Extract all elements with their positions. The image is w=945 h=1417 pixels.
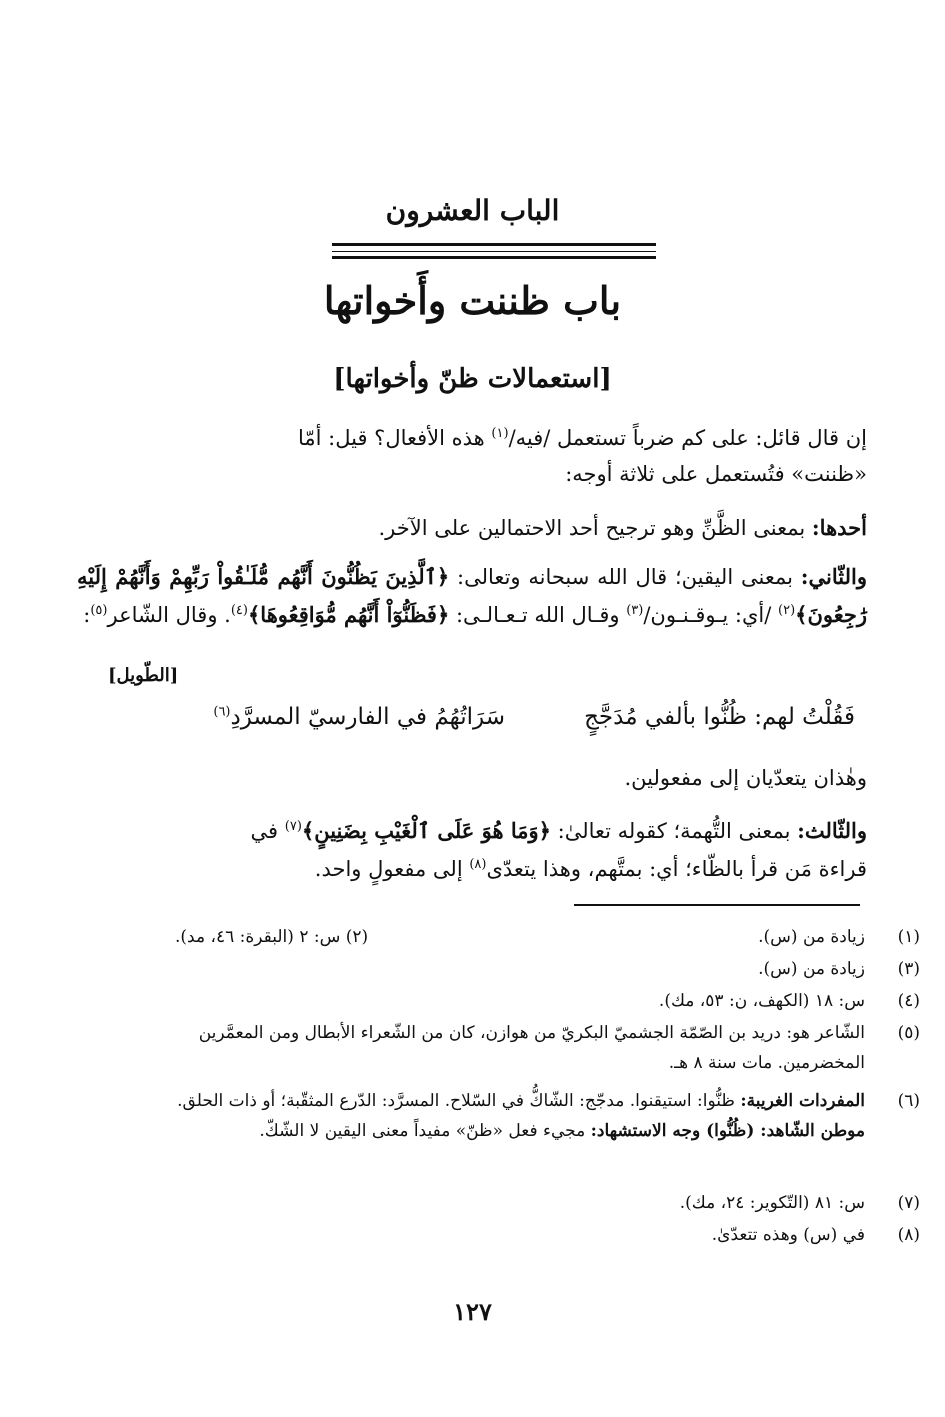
intro-paragraph (77, 420, 867, 492)
section-heading: [استعمالات ظنّ وأخواتها] (333, 364, 612, 394)
after-verse-text: وهٰذان يتعدّيان إلى مفعولين. (624, 766, 867, 790)
footnote-5: (٥) الشّاعر هو: دريد بن الصّمّة الجشميّ البكريّ من هوازن، كان من الشّعراء الأبطال ومن المعمَّرين المخضرمين. مات سنة ٨ هـ. (198, 1023, 920, 1073)
footnote-1: (١) زيادة من (س). (٢) س: ٢ (البقرة: ٤٦، مد). (135, 922, 865, 952)
footnote-2: (٢) س: ٢ (البقرة: ٤٦، مد). (175, 927, 369, 947)
footnote-ref-6: (٦) (213, 704, 231, 720)
quran-verse-1: ﴿ٱلَّذِينَ يَظُنُّونَ أَنَّهُم مُّلَـٰقُواْ رَبِّهِمْ وَأَنَّهُمْ إِلَيْهِ رَٰجِعُونَ﴾ (77, 564, 867, 627)
footnote-6-witness: موطن الشّاهد: (ظُنُّوا) وجه الاستشهاد: مجيء فعل «ظنّ» مفيداً معنى اليقين لا الشّكّ. (259, 1121, 865, 1141)
verse-hemistich-1: فَقُلْتُ لهم: ظُنُّوا بألفي مُدَجَّجٍ (584, 704, 855, 730)
footnote-7: (٧) س: ٨١ (التّكوير: ٢٤، مك). (679, 1193, 920, 1213)
third-meaning (77, 812, 867, 888)
title-rule-top (332, 243, 656, 246)
third-line-2: قراءة مَن قرأ بالظّاء؛ أي: بمتَّهم، وهذا يتعدّى$^{(٨)}$ إلى مفعولٍ واحد. (314, 857, 867, 881)
footnote-ref-2: (٢) (778, 603, 796, 618)
meter-label: [الطّويل] (108, 665, 179, 686)
footnote-ref-3: (٣) (626, 603, 644, 618)
second-meaning: والثّاني: بمعنى اليقين؛ قال الله سبحانه وتعالى: ﴿ٱلَّذِينَ يَظُنُّونَ أَنَّهُم مُّلَـٰقُواْ رَبِّهِمْ وَأَنَّهُمْ إِلَيْهِ رَٰجِعُونَ﴾$^{(٢)}$ /أي: يـوقـنـون/$^{(٣)}$ وقـال الله تـعـالـى: ﴿فَظَنُّوٓاْ أَنَّهُم مُّوَاقِعُوهَا﴾$^{(٤)}$. وقال الشّاعر$^{(٥)}$: (77, 564, 867, 627)
page-number: ١٢٧ (453, 1297, 492, 1326)
footnote-divider (574, 904, 860, 906)
first-text: بمعنى الظَّنِّ وهو ترجيح أحد الاحتمالين على الآخر. (378, 516, 812, 540)
footnote-3: (٣) زيادة من (س). (758, 959, 920, 979)
footnote-8: (٨) في (س) وهذه تتعدّىٰ. (711, 1225, 920, 1245)
title-rule-bottom (332, 256, 656, 259)
footnote-4: (٤) س: ١٨ (الكهف، ن: ٥٣، مك). (658, 991, 920, 1011)
chapter-heading: الباب العشرون (385, 194, 560, 227)
footnote-ref-5: (٥) (90, 603, 108, 618)
footnote-ref-4: (٤) (230, 603, 248, 618)
third-label: والثّالث: (797, 818, 867, 843)
third-line-1: والثّالث: بمعنى التُّهمة؛ كقوله تعالىٰ: ﴿وَمَا هُوَ عَلَى ٱلْغَيْبِ بِضَنِينٍ﴾$^{(٧)}$ في (250, 818, 867, 843)
footnote-ref-7: (٧) (284, 819, 302, 834)
footnote-ref-8: (٨) (469, 857, 487, 872)
verse-hemistich-2: سَرَاتُهُمُ في الفارسيّ المسرَّدِ$^{(٦)}$ (213, 704, 505, 730)
intro-line-2: «ظننت» فتُستعمل على ثلاثة أوجه: (565, 462, 867, 486)
title-rule-thin (332, 251, 656, 252)
footnote-6: (٦) المفردات الغريبة: ظنُّوا: استيقنوا. مدجّج: الشّاكُّ في السّلاح. المسرَّد: الدّرع المثقّبة؛ أو ذات الحلق. موطن الشّاهد: (ظُنُّوا) وجه الاستشهاد: مجيء فعل «ظنّ» مفيداً معنى اليقين لا الشّكّ. (135, 1086, 865, 1146)
first-meaning (77, 510, 867, 546)
second-label: والثّاني: (800, 564, 867, 589)
quran-verse-3: ﴿وَمَا هُوَ عَلَى ٱلْغَيْبِ بِضَنِينٍ﴾ (301, 818, 551, 843)
page-title: باب ظننت وأَخواتها (323, 278, 622, 323)
first-label: أحدها: (811, 515, 867, 540)
footnote-ref-1: (١) (491, 426, 509, 441)
intro-line-1: إن قال قائل: على كم ضرباً تستعمل /فيه/$^{(١)}$ هذه الأفعال؟ قيل: أمّا (298, 426, 867, 450)
quran-verse-2: ﴿فَظَنُّوٓاْ أَنَّهُم مُّوَاقِعُوهَا﴾ (247, 602, 450, 627)
